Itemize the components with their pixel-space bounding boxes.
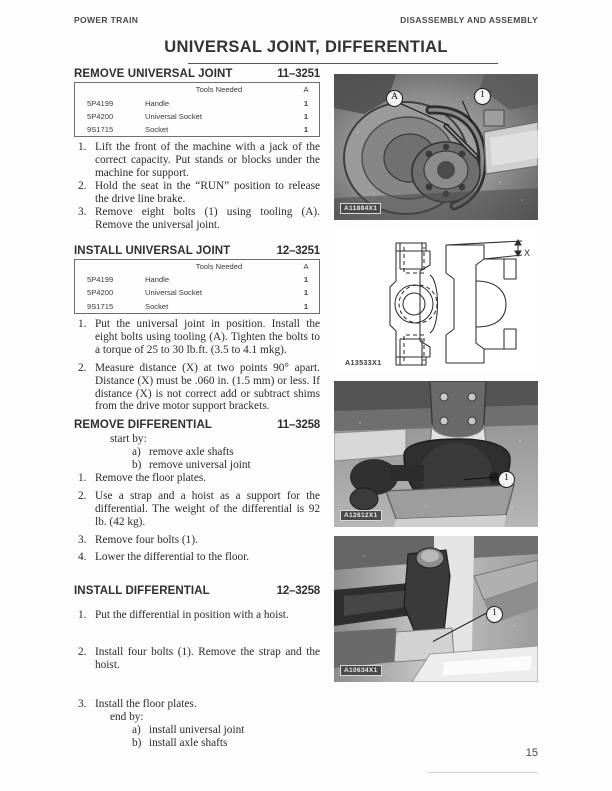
item-text: remove axle shafts [149,446,234,459]
page-title: UNIVERSAL JOINT, DIFFERENTIAL [164,38,448,56]
figure-id: A10634X1 [340,665,382,676]
figure-id: A13533X1 [345,358,382,367]
tool-part-number: 5P4199 [87,98,114,108]
list-item [74,534,320,547]
tools-table-qty-header: A [303,261,309,271]
item-text: install axle shafts [149,736,228,749]
end-by-list [74,724,320,750]
tool-part-number: 9S1715 [87,124,114,134]
step-text: Remove four bolts (1). [95,533,198,546]
section-code: 11–3251 [277,68,320,80]
item-text: remove universal joint [149,459,251,472]
step-text: Install four bolts (1). Remove the strap and the hoist. [95,646,320,672]
figure-id: A12612X1 [340,510,382,521]
table-row [75,123,320,137]
title-rule [188,63,498,64]
section-code: 12–3258 [276,585,320,598]
callout-1: 1 [498,471,515,488]
step-text: Remove the floor plates. [95,472,207,485]
step-number: 1. [78,609,87,622]
tools-needed-table [74,82,320,137]
list-item [74,362,320,414]
tool-description: Universal Socket [145,288,202,298]
list-item [74,490,320,529]
item-letter: b) [132,459,142,472]
tools-table-title: Tools Needed [195,261,243,271]
tool-description: Socket [145,301,169,311]
section-title: REMOVE DIFFERENTIAL [74,419,212,432]
step-text: Measure distance (X) at two points 90° apart. Distance (X) must be .060 in. (1.5 mm) or less. If distance (X) is not correct add or subtract shims from the drive motor support brackets. [95,361,320,413]
list-item [74,698,320,711]
photo-image [334,381,538,527]
start-by-list [74,446,320,472]
photo-image [334,74,538,220]
section-code: 12–3251 [276,244,320,257]
step-number: 4. [78,551,87,564]
item-letter: a) [132,446,141,459]
section-heading-install-differential [74,585,320,597]
step-number: 2. [78,489,87,502]
tool-quantity: 1 [303,98,309,108]
table-header-row [75,83,320,97]
step-text: Remove eight bolts (1) using tooling (A). Remove the universal joint. [95,205,320,231]
step-text: Lift the front of the machine with a jack of the correct capacity. Put stands or blocks under the machine for support. [95,141,320,180]
start-by-label: start by: [110,433,147,446]
tool-part-number: 9S1715 [87,301,114,311]
section-code: 11–3258 [277,419,320,432]
step-text: Put the differential in position with a hoist. [95,609,289,622]
item-text: install universal joint [149,723,245,736]
step-text: Lower the differential to the floor. [95,551,250,564]
end-by-label: end by: [110,710,144,723]
tools-needed-table [74,259,320,314]
step-text: Hold the seat in the “RUN” position to release the drive line brake. [95,180,320,205]
figure-universal-joint-photo [334,74,538,220]
step-number: 1. [78,318,87,331]
footer-rule [428,772,538,773]
tool-description: Handle [145,98,170,108]
svg-text:X: X [524,248,531,258]
list-item [132,737,320,750]
callout-a: A [386,90,403,107]
steps-remove-differential [74,472,320,564]
step-number: 3. [78,533,87,546]
step-number: 3. [78,698,87,711]
list-item [74,180,320,206]
figure-id: A11884X1 [340,203,381,214]
section-title: INSTALL UNIVERSAL JOINT [74,244,231,257]
callout-1: 1 [486,606,503,623]
figure-differential-bolt-photo [334,536,538,682]
table-header-row [75,259,320,273]
item-letter: a) [132,723,141,736]
running-head-left: POWER TRAIN [74,15,139,25]
section-heading-install-universal-joint [74,245,320,257]
list-item [74,472,320,485]
section-heading-remove-differential [74,419,320,431]
photo-image [334,536,538,682]
page-number: 15 [525,747,538,759]
line-drawing-image [334,229,538,372]
list-item [74,206,320,232]
tool-quantity: 1 [303,288,309,298]
item-letter: b) [132,736,142,749]
tool-description: Socket [145,124,169,134]
tool-quantity: 1 [303,124,309,134]
table-row [75,300,320,314]
figure-universal-joint-drawing [334,229,538,372]
step-text: Put the universal joint in position. Install the eight bolts using tooling (A). Tighten the bolts to a torque of 25 to 30 lb.ft. (3.5 to 4.1 mkg). [95,318,320,356]
table-row [75,274,320,287]
tool-part-number: 5P4200 [87,288,114,298]
list-item [74,551,320,564]
step-text: Use a strap and a hoist as a support for the differential. The weight of the differential is 92 lb. (42 kg). [95,489,320,528]
section-title: REMOVE UNIVERSAL JOINT [74,68,233,80]
step-number: 1. [78,472,87,485]
figure-column [334,74,538,691]
tool-description: Universal Socket [145,111,202,121]
list-item [74,609,320,622]
tool-description: Handle [145,275,170,285]
step-number: 3. [78,205,87,218]
table-row [75,287,320,300]
tools-table-qty-header: A [303,85,309,94]
tool-part-number: 5P4200 [87,111,114,121]
list-item [74,318,320,357]
tools-table-title: Tools Needed [195,85,243,94]
steps-remove-universal-joint [74,141,320,231]
tool-part-number: 5P4199 [87,275,114,285]
steps-install-universal-joint [74,318,320,413]
steps-install-differential [74,609,320,711]
running-head-right: DISASSEMBLY AND ASSEMBLY [400,15,538,25]
list-item [74,141,320,180]
step-number: 1. [78,141,87,154]
section-heading-remove-universal-joint [74,68,320,80]
list-item [74,646,320,672]
list-item [132,724,320,737]
tool-quantity: 1 [303,111,309,121]
step-number: 2. [78,646,87,659]
list-item [132,446,320,459]
list-item [132,459,320,472]
callout-1: 1 [474,88,491,105]
tool-quantity: 1 [303,301,309,311]
running-head [74,15,538,25]
tool-quantity: 1 [303,275,309,285]
figure-differential-photo [334,381,538,527]
table-row [75,110,320,123]
step-number: 2. [78,361,87,374]
step-number: 2. [78,180,87,193]
table-row [75,97,320,110]
step-text: Install the floor plates. [95,698,197,711]
section-title: INSTALL DIFFERENTIAL [74,585,210,598]
text-column [74,68,320,750]
